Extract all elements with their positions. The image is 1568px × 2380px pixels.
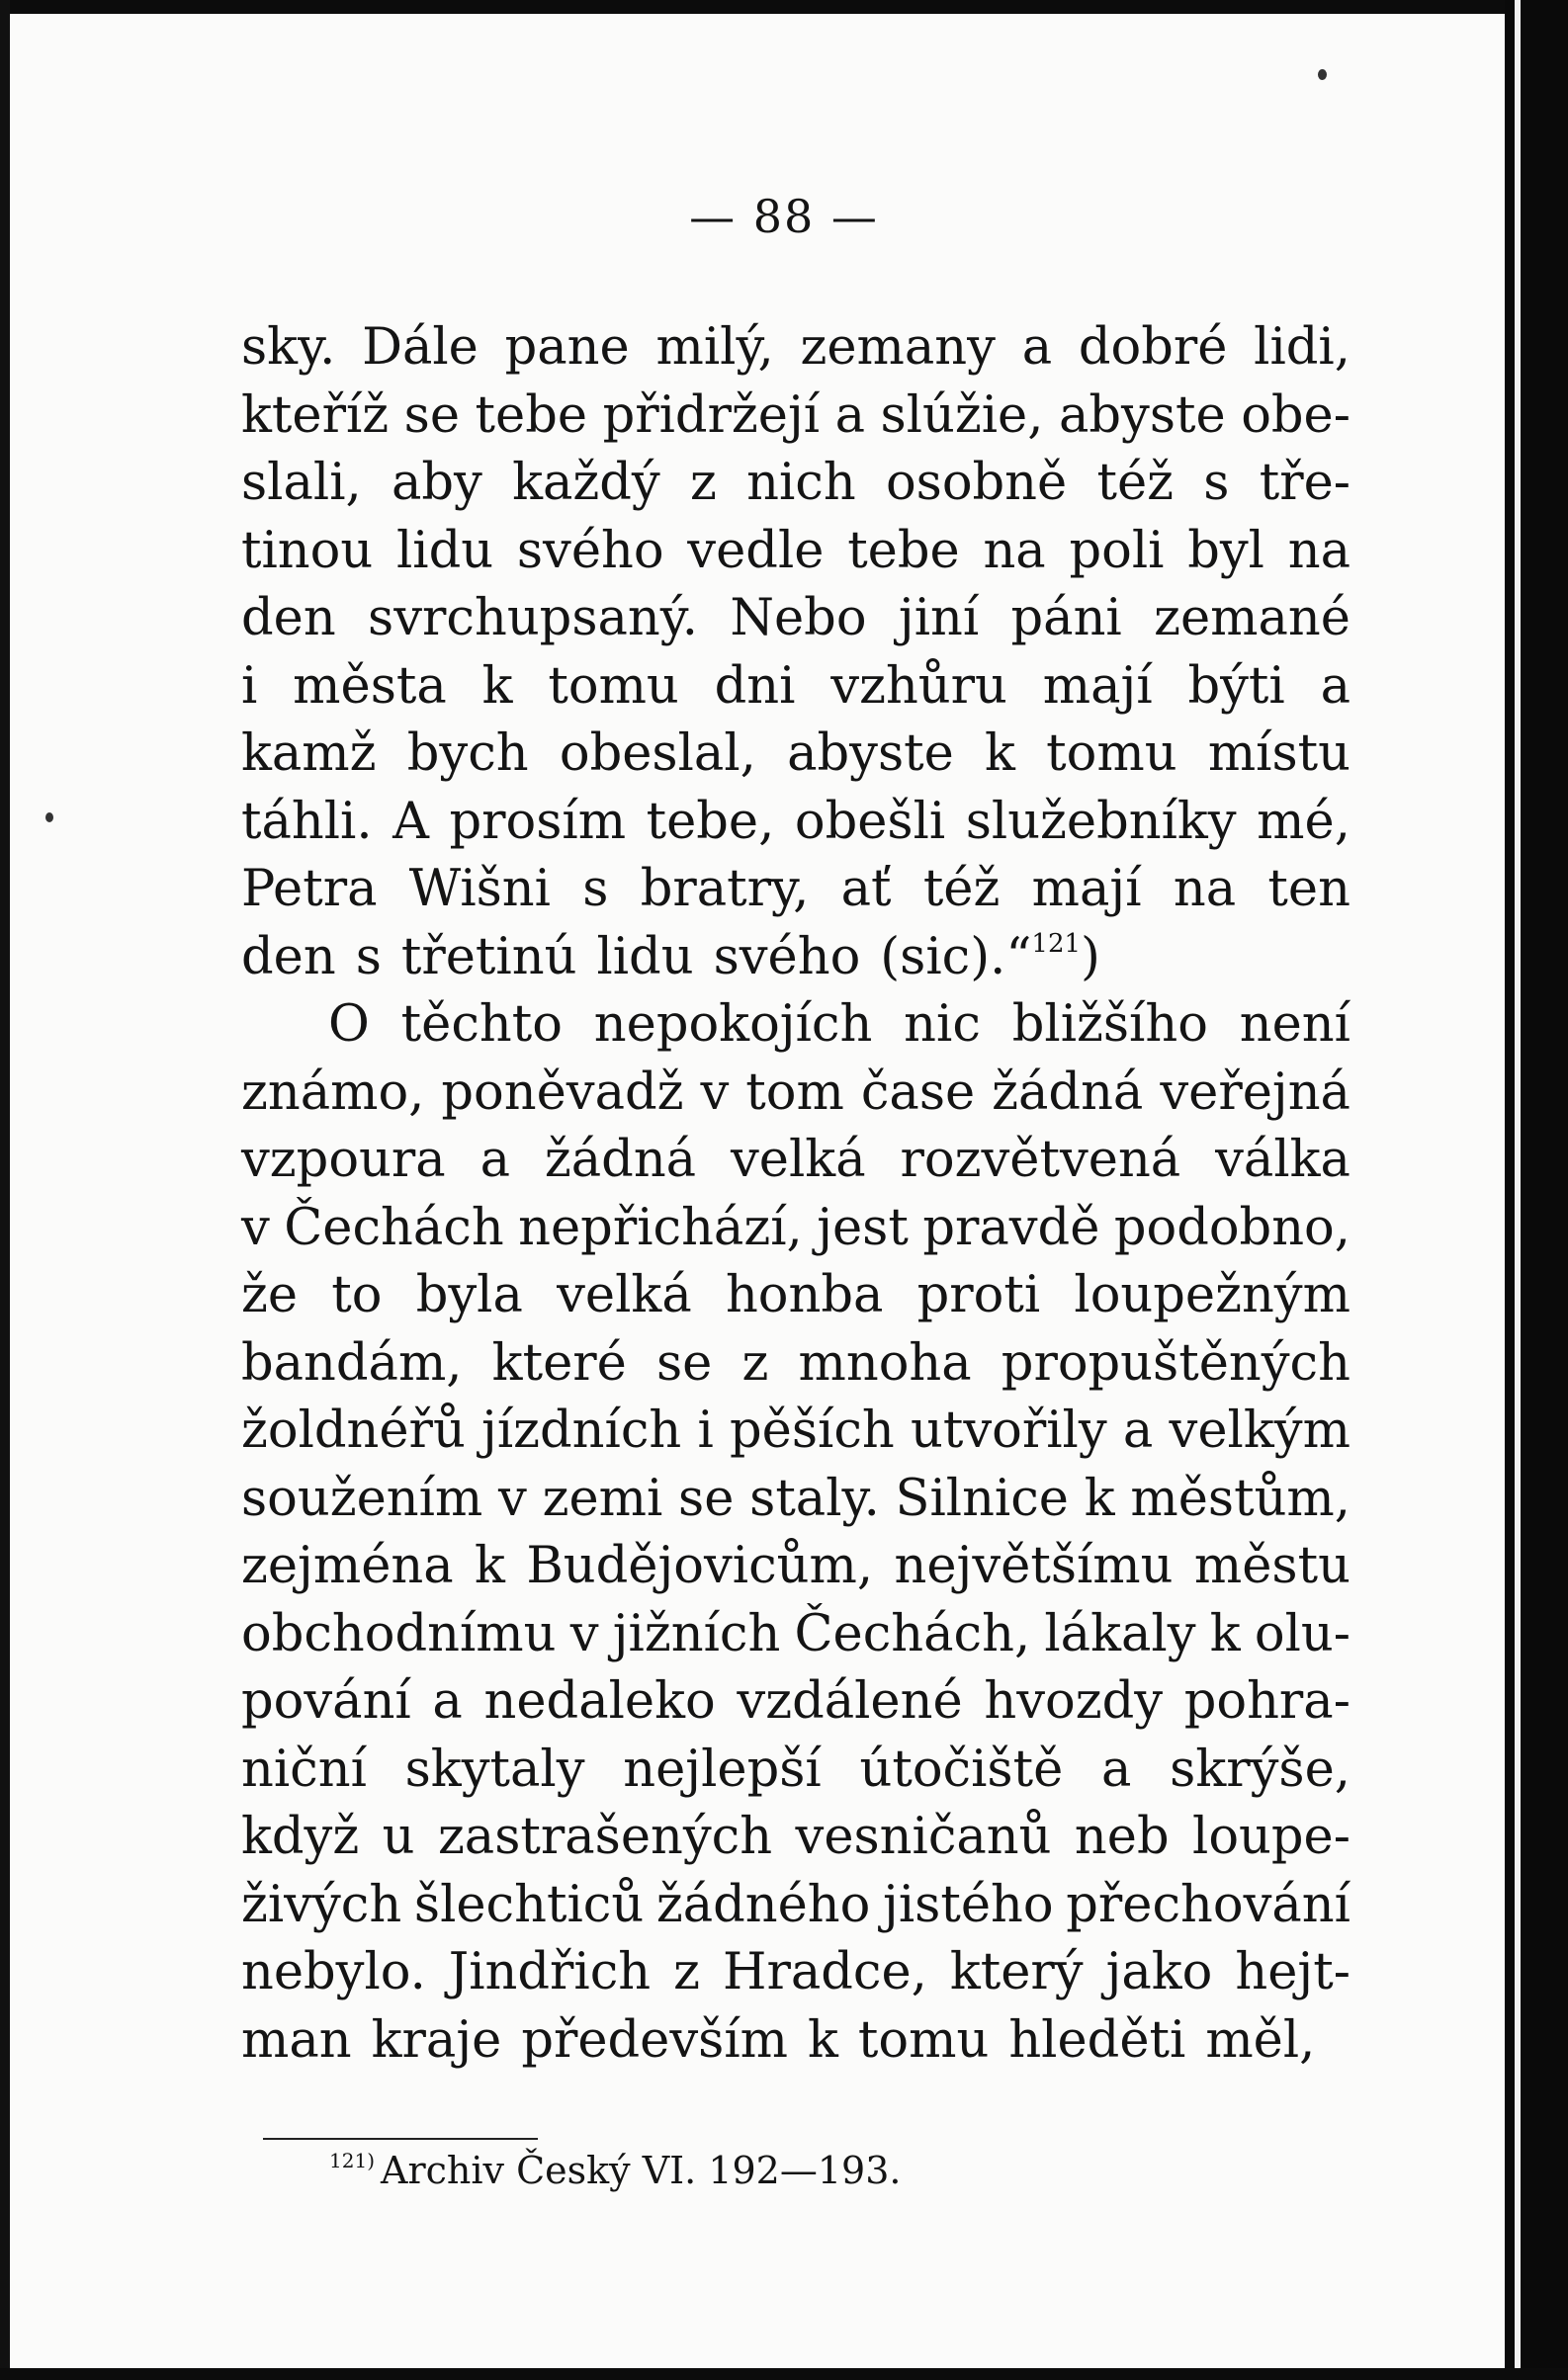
text-line: den s třetinú lidu svého (sic).“$^{121)}$ (241, 927, 1100, 986)
text-line: i města k tomu dni vzhůru mají býti a (241, 656, 1350, 716)
text-line: man kraje především k tomu hleděti měl, (241, 2010, 1316, 2070)
scan-left-border (0, 0, 10, 2380)
text-line: táhli. A prosím tebe, obešli služebníky mé, (241, 792, 1350, 851)
text-line: bandám, které se z mnoha propuštěných (241, 1333, 1350, 1393)
text-line: kteříž se tebe přidržejí a slúžie, abyste obe- (241, 385, 1350, 445)
text-line: zejména k Budějovicům, největšímu městu (241, 1537, 1350, 1595)
text-line: O těchto nepokojích nic bližšího není (328, 995, 1350, 1054)
text-line: den svrchupsaný. Nebo jiní páni zemané (241, 589, 1350, 647)
text-line: niční skytaly nejlepší útočiště a skrýše, (241, 1740, 1350, 1799)
text-line: nebylo. Jindřich z Hradce, který jako hejt- (241, 1943, 1350, 2001)
text-line: sky. Dále pane milý, zemany a dobré lidi, (241, 318, 1350, 377)
text-line: pování a nedaleko vzdálené hvozdy pohra- (241, 1672, 1350, 1731)
paragraph-2 (241, 991, 1350, 2075)
body-text (241, 314, 1350, 2075)
text-line: že to byla velká honba proti loupežným (241, 1266, 1350, 1324)
text-line: žoldnéřů jízdních i pěších utvořily a velkým (241, 1402, 1350, 1460)
text-line: slali, aby každý z nich osobně též s tře- (241, 454, 1350, 512)
footnote-reference: 121) (1031, 927, 1100, 986)
text-line: soužením v zemi se staly. Silnice k městům, (241, 1469, 1350, 1528)
page-number: — 88 — (689, 190, 879, 243)
text-line: kamž bych obeslal, abyste k tomu místu (241, 724, 1350, 783)
text-line: v Čechách nepřichází, jest pravdě podobno, (241, 1198, 1350, 1257)
margin-speck (1318, 69, 1327, 80)
text-line: známo, poněvadž v tom čase žádná veřejná (241, 1062, 1350, 1122)
footnote (329, 2143, 901, 2198)
text-line: vzpoura a žádná velká rozvětvená válka (241, 1131, 1350, 1189)
text-line: živých šlechticů žádného jistého přechování (241, 1875, 1350, 1934)
text-line: tinou lidu svého vedle tebe na poli byl na (241, 521, 1350, 580)
scan-top-border (0, 0, 1568, 14)
footnote-separator (263, 2138, 538, 2140)
footnote-text: Archiv Český VI. 192—193. (381, 2149, 902, 2192)
scan-bottom-border (0, 2368, 1568, 2380)
scan-right-border-gap (1515, 0, 1521, 2380)
paragraph-1 (241, 314, 1350, 991)
text-line: obchodnímu v jižních Čechách, lákaly k olu- (241, 1604, 1350, 1663)
margin-speck (45, 812, 53, 822)
text-line: když u zastrašených vesničanů neb loupe- (241, 1808, 1350, 1866)
footnote-marker: 121) (329, 2149, 375, 2172)
text-line: Petra Wišni s bratry, ať též mají na ten (241, 860, 1350, 918)
